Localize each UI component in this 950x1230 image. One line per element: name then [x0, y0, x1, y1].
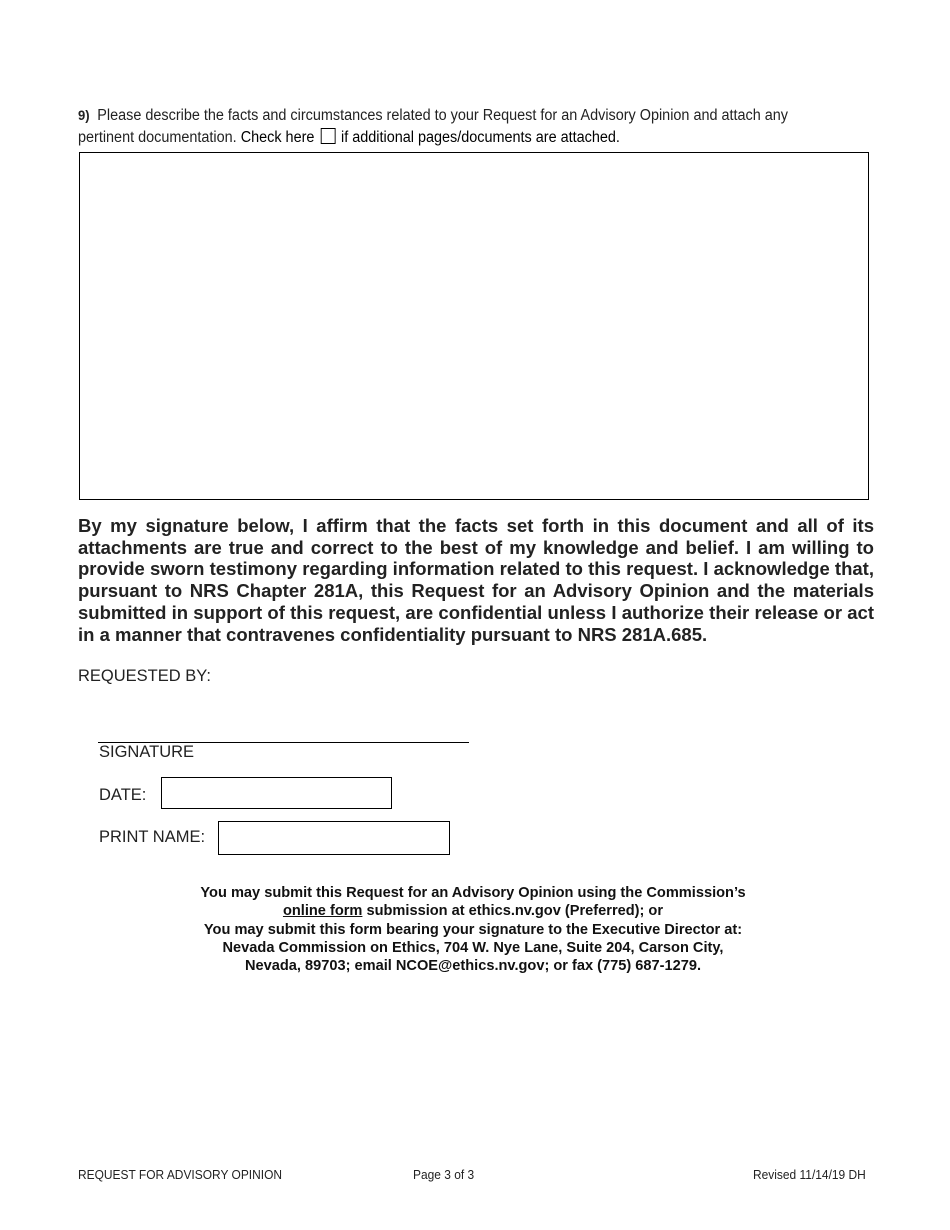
- submit-line-2: [150, 902, 796, 920]
- online-form-link[interactable]: online form: [282, 903, 363, 920]
- affirmation-statement: By my signature below, I affirm that the facts set forth in this document and all of its attachments are true and correct to the best of my knowledge and belief. I am willing to provide sworn testimony regarding information related to this request. I acknowledge that, pursuant to NRS Chapter 281A, this Request for an Advisory Opinion and the materials submitted in support of this request, are confidential unless I authorize their release or act in a manner that contravenes confidentiality pursuant to NRS 281A.685.: [78, 515, 874, 645]
- submit-line-4: Nevada Commission on Ethics, 704 W. Nye Lane, Suite 204, Carson City,: [222, 939, 724, 956]
- submit-line-1: You may submit this Request for an Advisory Opinion using the Commission’s: [200, 885, 746, 901]
- submit-line-2-rest: submission at ethics.nv.gov (Preferred); or: [366, 903, 664, 920]
- print-name-label: PRINT NAME:: [99, 828, 206, 846]
- footer-form-title: REQUEST FOR ADVISORY OPINION: [78, 1167, 283, 1182]
- requested-by-label: REQUESTED BY:: [78, 667, 211, 685]
- question-number: 9): [78, 107, 90, 123]
- print-name-field[interactable]: [218, 821, 450, 855]
- question-9: [78, 104, 822, 149]
- attachments-checkbox[interactable]: [320, 128, 335, 144]
- check-prefix: Check here: [240, 129, 315, 146]
- date-label: DATE:: [99, 786, 147, 804]
- footer-revision: Revised 11/14/19 DH: [753, 1167, 866, 1182]
- question-text: Please describe the facts and circumstances related to your Request for an Advisory Opinion and attach any pertinent documentation.: [78, 107, 789, 146]
- date-field[interactable]: [161, 777, 392, 809]
- footer-page-number: Page 3 of 3: [413, 1167, 475, 1182]
- check-suffix: if additional pages/documents are attached.: [341, 129, 620, 146]
- submit-line-5: Nevada, 89703; email NCOE@ethics.nv.gov; or fax (775) 687-1279.: [244, 958, 702, 975]
- submission-instructions: [150, 884, 796, 975]
- submit-line-3: You may submit this form bearing your signature to the Executive Director at:: [203, 921, 743, 938]
- signature-label: SIGNATURE: [99, 743, 195, 761]
- facts-text-area[interactable]: [79, 152, 869, 500]
